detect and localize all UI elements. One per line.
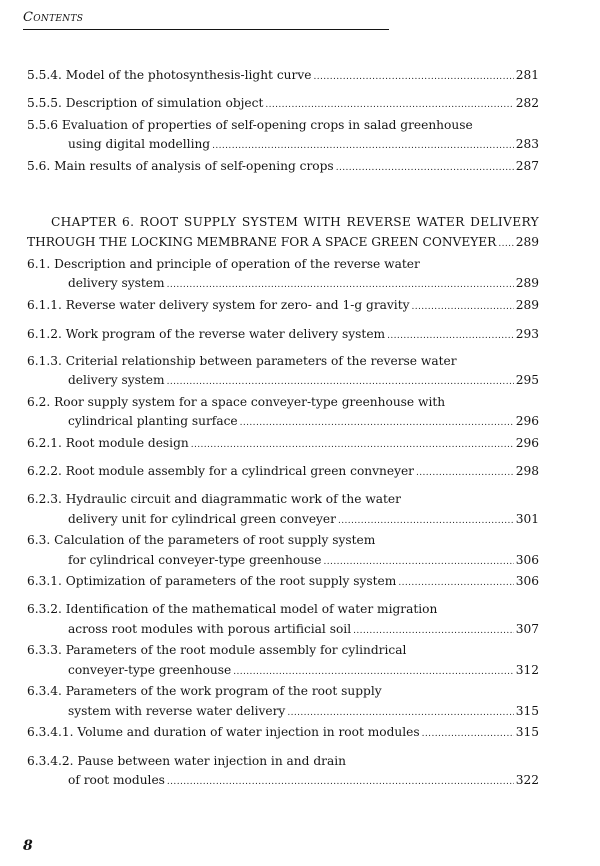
toc-entry-title: 6.3. Calculation of the parameters of root supply system — [27, 533, 376, 547]
toc-entry-page: 289 — [515, 276, 539, 290]
leader-dots — [240, 416, 514, 431]
leader-dots — [498, 237, 513, 252]
toc-entry-title: 6.2. Roor supply system for a space conveyer-type greenhouse with — [27, 395, 446, 409]
toc-entry-page: 289 — [515, 298, 539, 312]
leader-dots — [167, 278, 514, 293]
leader-dots — [338, 514, 514, 529]
toc-entry-title: 6.3.1. Optimization of parameters of the root supply system — [27, 574, 397, 588]
toc-entry-title: of root modules — [68, 773, 165, 787]
toc-entry-page: 281 — [515, 68, 539, 82]
leader-dots — [324, 555, 514, 570]
toc-entry-title: 6.2.2. Root module assembly for a cylindrical green convneyer — [27, 464, 415, 478]
toc-entry-title: for cylindrical conveyer-type greenhouse — [68, 553, 322, 567]
leader-dots — [212, 139, 514, 154]
running-header: Contents — [23, 10, 84, 25]
toc-entry-page: 289 — [515, 235, 539, 249]
toc-entry-title: using digital modelling — [68, 137, 211, 151]
leader-dots — [167, 375, 514, 390]
toc-entry-page: 315 — [515, 704, 539, 718]
toc-entry-title: delivery system — [68, 373, 165, 387]
toc-entry-title: 6.3.4.1. Volume and duration of water injection in root modules — [27, 725, 420, 739]
chapter-heading-line1: CHAPTER 6. ROOT SUPPLY SYSTEM WITH REVERSE WATER DELIVERY — [51, 215, 539, 229]
toc-entry-title: delivery unit for cylindrical green conveyer — [68, 512, 336, 526]
toc-entry-title: 5.5.5. Description of simulation object — [27, 96, 264, 110]
leader-dots — [167, 775, 514, 790]
toc-entry-page: 296 — [515, 436, 539, 450]
leader-dots — [411, 300, 513, 315]
toc-entry-title: 5.6. Main results of analysis of self-opening crops — [27, 159, 334, 173]
toc-entry-title: system with reverse water delivery — [68, 704, 286, 718]
toc-entry-page: 322 — [515, 773, 539, 787]
toc-entry-title: 6.1. Description and principle of operation of the reverse water — [27, 257, 420, 271]
leader-dots — [265, 98, 513, 113]
leader-dots — [191, 438, 514, 453]
toc-entry — [68, 773, 539, 790]
toc-entry — [27, 159, 539, 176]
toc-entry-title: conveyer-type greenhouse — [68, 663, 232, 677]
toc-entry-title: 5.5.6 Evaluation of properties of self-opening crops in salad greenhouse — [27, 118, 473, 132]
toc-entry-title: 6.1.2. Work program of the reverse water delivery system — [27, 327, 386, 341]
leader-dots — [398, 576, 513, 591]
toc-entry — [27, 327, 539, 344]
toc-entry — [27, 96, 539, 113]
toc-entry-page: 293 — [515, 327, 539, 341]
leader-dots — [416, 466, 514, 481]
toc-entry — [68, 553, 539, 570]
leader-dots — [387, 329, 514, 344]
toc-entry-title: cylindrical planting surface — [68, 414, 238, 428]
toc-entry-page: 296 — [515, 414, 539, 428]
toc-entry — [68, 622, 539, 639]
toc-entry-title: delivery system — [68, 276, 165, 290]
toc-entry — [68, 663, 539, 680]
toc-entry-title: 6.3.3. Parameters of the root module assembly for cylindrical — [27, 643, 407, 657]
toc-entry — [68, 373, 539, 390]
toc-entry — [27, 68, 539, 85]
toc-entry — [68, 137, 539, 154]
toc-entry — [27, 298, 539, 315]
toc-entry — [68, 704, 539, 721]
toc-entry-title: across root modules with porous artificial soil — [68, 622, 352, 636]
toc-entry-title: 5.5.4. Model of the photosynthesis-light curve — [27, 68, 312, 82]
toc-entry-title: 6.1.1. Reverse water delivery system for zero- and 1-g gravity — [27, 298, 410, 312]
toc-entry — [27, 436, 539, 453]
toc-entry — [27, 574, 539, 591]
chapter-heading-entry — [27, 235, 539, 252]
page-number: 8 — [23, 838, 33, 854]
toc-entry-page: 283 — [515, 137, 539, 151]
toc-entry-title: 6.2.3. Hydraulic circuit and diagrammatic work of the water — [27, 492, 401, 506]
toc-entry-page: 282 — [515, 96, 539, 110]
toc-entry — [68, 276, 539, 293]
leader-dots — [313, 70, 513, 85]
header-rule — [23, 29, 389, 30]
toc-entry — [27, 464, 539, 481]
toc-entry-page: 307 — [515, 622, 539, 636]
leader-dots — [353, 624, 514, 639]
toc-entry-title: 6.1.3. Criterial relationship between parameters of the reverse water — [27, 354, 457, 368]
toc-entry — [68, 512, 539, 529]
toc-entry-title: 6.3.4.2. Pause between water injection in and drain — [27, 754, 346, 768]
toc-entry-title: 6.2.1. Root module design — [27, 436, 189, 450]
leader-dots — [233, 665, 514, 680]
toc-entry-page: 295 — [515, 373, 539, 387]
toc-entry-page: 301 — [515, 512, 539, 526]
toc-entry-page: 306 — [515, 574, 539, 588]
leader-dots — [336, 161, 514, 176]
leader-dots — [422, 727, 514, 742]
toc-entry-page: 306 — [515, 553, 539, 567]
toc-entry-page: 298 — [515, 464, 539, 478]
chapter-heading-line2: THROUGH THE LOCKING MEMBRANE FOR A SPACE GREEN CONVEYER — [27, 235, 497, 249]
leader-dots — [287, 706, 513, 721]
toc-entry-page: 312 — [515, 663, 539, 677]
toc-entry-page: 315 — [515, 725, 539, 739]
toc-entry — [27, 725, 539, 742]
toc-entry-page: 287 — [515, 159, 539, 173]
toc-entry-title: 6.3.4. Parameters of the work program of the root supply — [27, 684, 382, 698]
toc-entry — [68, 414, 539, 431]
toc-entry-title: 6.3.2. Identification of the mathematical model of water migration — [27, 602, 438, 616]
